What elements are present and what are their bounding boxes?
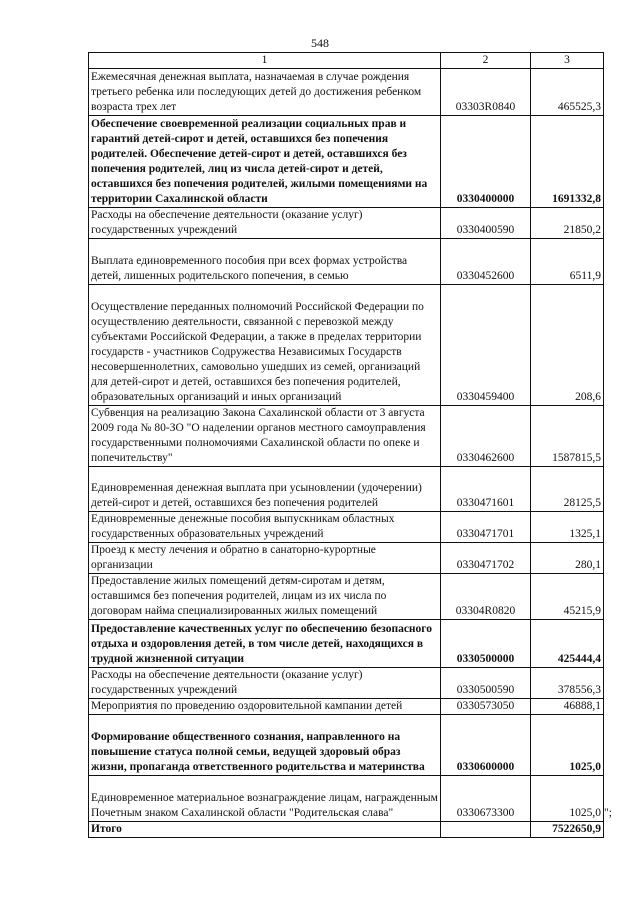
row-name-cell: Единовременное материальное вознаграждение лицам, награжденным Почетным знаком Сахалинской области "Родительская слава" [89,776,441,822]
row-name-cell: Обеспечение своевременной реализации социальных прав и гарантий детей-сирот и детей, оставшихся без попечения родителей. Обеспечение детей-сирот и детей, оставшихся без попечения родителей, лиц из числа детей-сирот и детей, оставшихся без попечения родителей, жилыми помещениями на территории Сахалинской области [89,116,441,208]
header-cell-2: 2 [441,53,531,69]
row-amount-cell: 45215,9 [531,574,604,620]
row-code-cell: 0330471601 [441,467,531,512]
page-number: 548 [311,36,329,50]
table-row [89,208,604,239]
table-row [89,776,604,822]
row-amount-cell: 1025,0 [531,776,604,822]
table-row [89,512,604,543]
total-row [89,822,604,838]
row-amount-cell: 46888,1 [531,699,604,715]
row-name-cell: Расходы на обеспечение деятельности (оказание услуг) государственных учреждений [89,208,441,239]
row-amount-cell: 1325,1 [531,512,604,543]
row-amount-cell: 28125,5 [531,467,604,512]
table-row [89,467,604,512]
row-name-cell: Выплата единовременного пособия при всех формах устройства детей, лишенных родительского попечения, в семью [89,239,441,285]
header-cell-3: 3 [531,53,604,69]
row-amount-cell: 21850,2 [531,208,604,239]
row-amount-cell: 1025,0 [531,715,604,776]
row-code-cell: 0330500590 [441,668,531,699]
table-row [89,574,604,620]
row-code-cell: 0330471702 [441,543,531,574]
row-name-cell: Субвенция на реализацию Закона Сахалинской области от 3 августа 2009 года № 80-ЗО "О наделении органов местного самоуправления государственными полномочиями Сахалинской области по опеке и попечительству" [89,406,441,467]
row-code-cell: 0330500000 [441,620,531,668]
table-row [89,406,604,467]
row-code-cell: 0330573050 [441,699,531,715]
table-row [89,285,604,406]
table-row [89,620,604,668]
row-amount-cell: 208,6 [531,285,604,406]
row-code-cell: 0330400000 [441,116,531,208]
row-amount-cell: 280,1 [531,543,604,574]
row-amount-cell: 465525,3 [531,69,604,116]
row-code-cell: 0330600000 [441,715,531,776]
closing-quote-mark: "; [604,807,612,819]
row-amount-cell: 1691332,8 [531,116,604,208]
row-amount-cell: 1587815,5 [531,406,604,467]
total-code-cell [441,822,531,838]
table-row [89,715,604,776]
row-name-cell: Осуществление переданных полномочий Российской Федерации по осуществлению деятельности, связанной с перевозкой между субъектами Российской Федерации, а также в пределах территории государств - участников Содружества Независимых Государств несовершеннолетних, самовольно ушедших из семей, организаций для детей-сирот и детей, оставшихся без попечения родителей, образовательных организаций и иных организаций [89,285,441,406]
row-amount-cell: 6511,9 [531,239,604,285]
table-row [89,239,604,285]
row-name-cell: Мероприятия по проведению оздоровительной кампании детей [89,699,441,715]
table-row [89,668,604,699]
total-label-cell: Итого [89,822,441,838]
row-code-cell: 0330673300 [441,776,531,822]
row-code-cell: 03303R0840 [441,69,531,116]
table-row [89,699,604,715]
budget-table [88,52,604,838]
row-amount-cell: 425444,4 [531,620,604,668]
row-name-cell: Предоставление качественных услуг по обеспечению безопасного отдыха и оздоровления детей, в том числе детей, находящихся в трудной жизненной ситуации [89,620,441,668]
row-name-cell: Единовременная денежная выплата при усыновлении (удочерении) детей-сирот и детей, оставшихся без попечения родителей [89,467,441,512]
row-name-cell: Формирование общественного сознания, направленного на повышение статуса полной семьи, ведущей здоровый образ жизни, пропаганда ответственного родительства и материнства [89,715,441,776]
total-amount-cell: 7522650,9 [531,822,604,838]
header-cell-1: 1 [89,53,441,69]
row-name-cell: Ежемесячная денежная выплата, назначаемая в случае рождения третьего ребенка или последующих детей до достижения ребенком возраста трех лет [89,69,441,116]
table-row [89,116,604,208]
row-code-cell: 03304R0820 [441,574,531,620]
row-code-cell: 0330459400 [441,285,531,406]
row-code-cell: 0330452600 [441,239,531,285]
header-row [89,53,604,69]
row-code-cell: 0330400590 [441,208,531,239]
row-name-cell: Предоставление жилых помещений детям-сиротам и детям, оставшимся без попечения родителей, лицам из их числа по договорам найма специализированных жилых помещений [89,574,441,620]
table-row [89,69,604,116]
row-code-cell: 0330462600 [441,406,531,467]
row-name-cell: Единовременные денежные пособия выпускникам областных государственных образовательных учреждений [89,512,441,543]
table-row [89,543,604,574]
row-amount-cell: 378556,3 [531,668,604,699]
row-code-cell: 0330471701 [441,512,531,543]
row-name-cell: Проезд к месту лечения и обратно в санаторно-курортные организации [89,543,441,574]
row-name-cell: Расходы на обеспечение деятельности (оказание услуг) государственных учреждений [89,668,441,699]
